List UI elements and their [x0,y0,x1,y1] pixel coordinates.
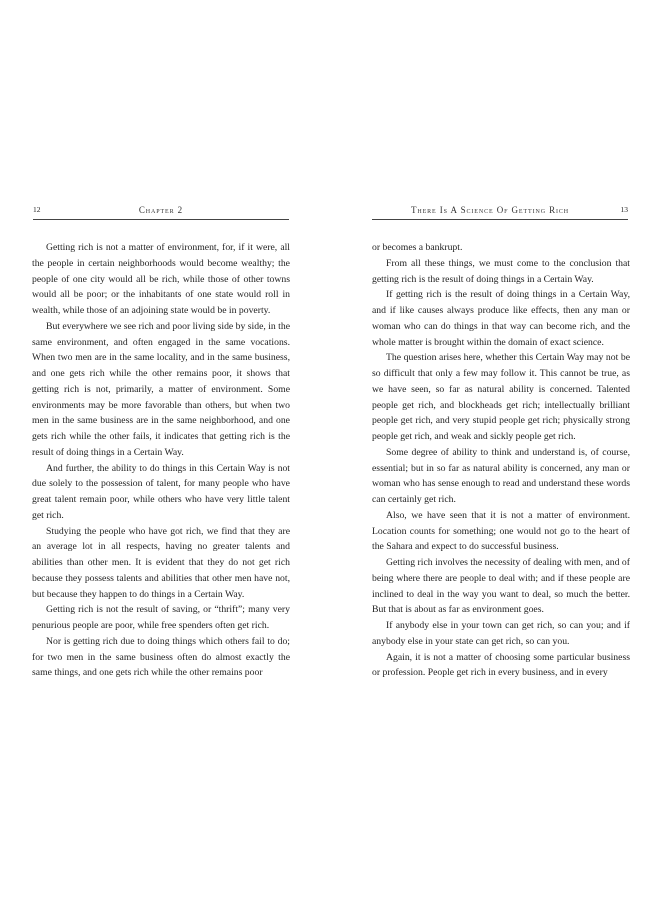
right-page [330,0,660,904]
paragraph: If getting rich is the result of doing things in a Certain Way, and if like causes always produce like effects, then any man or woman who can do things in that way can become rich, and the whole matter is brought within the domain of exact science. [372,289,630,348]
paragraph: Getting rich is not the result of saving, or “thrift”; many very penurious people are poor, while free spenders often get rich. [32,604,290,631]
paragraph: The question arises here, whether this Certain Way may not be so difficult that only a few may follow it. This cannot be true, as we have seen, so far as natural ability is concerned. Talented people get rich, and blockheads get rich; intellectually brilliant people get rich, and very stupid people get rich; physically strong people get rich, and weak and sickly people get rich. [372,352,630,442]
header-rule [33,219,289,220]
header-rule [372,219,628,220]
paragraph: Getting rich is not a matter of environment, for, if it were, all the people in certain neighborhoods would become wealthy; the people of one city would all be rich, while those of other towns would all be poor; or the inhabitants of one state would roll in wealth, while those of an adjoining state would be in poverty. [32,242,290,316]
paragraph: Getting rich involves the necessity of dealing with men, and of being where there are people to deal with; and if these people are inclined to deal in the way you want to deal, so much the better. But that is about as far as environment goes. [372,557,630,616]
paragraph: Again, it is not a matter of choosing some particular business or profession. People get rich in every business, and in every [372,651,630,679]
right-page-header [372,205,628,217]
title-running-head: There Is A Science Of Getting Rich [410,205,570,215]
left-page-header [33,205,289,217]
left-page-number: 12 [33,205,41,214]
paragraph: Nor is getting rich due to doing things which others fail to do; for two men in the same business often do almost exactly the same things, and one gets rich while the other remains poor [32,635,290,679]
chapter-running-head: Chapter 2 [138,205,184,215]
right-page-body [372,240,630,681]
paragraph: Studying the people who have got rich, we find that they are an average lot in all respects, having no greater talents and abilities than other men. It is evident that they do not get rich because they possess talents and abilities that other men have not, but because they happen to do things in a Certain Way. [32,525,290,600]
right-page-number: 13 [620,205,628,214]
continued-paragraph: or becomes a bankrupt. [372,242,463,253]
paragraph: From all these things, we must come to the conclusion that getting rich is the result of doing things in a Certain Way. [372,257,630,285]
paragraph: Also, we have seen that it is not a matter of environment. Location counts for something; one would not go to the heart of the Sahara and expect to do successful business. [372,509,630,553]
paragraph: If anybody else in your town can get rich, so can you; and if anybody else in your state can get rich, so can you. [372,620,630,647]
paragraph: But everywhere we see rich and poor living side by side, in the same environment, and often engaged in the same vocations. When two men are in the same locality, and in the same business, and one gets rich while the other remains poor, it shows that getting rich is not, primarily, a matter of environment. Some environments may be more favorable than others, but when two men in the same business are in the same neighborhood, and one gets rich while the other fails, it indicates that getting rich is the result of doing things in a Certain Way. [32,320,291,458]
paragraph: And further, the ability to do things in this Certain Way is not due solely to the possession of talent, for many people who have great talent remain poor, while others who have very little talent get rich. [32,462,290,521]
paragraph: Some degree of ability to think and understand is, of course, essential; but in so far as natural ability is concerned, any man or woman who has sense enough to read and understand these words can certainly get rich. [372,446,630,505]
left-page-body [32,240,290,681]
